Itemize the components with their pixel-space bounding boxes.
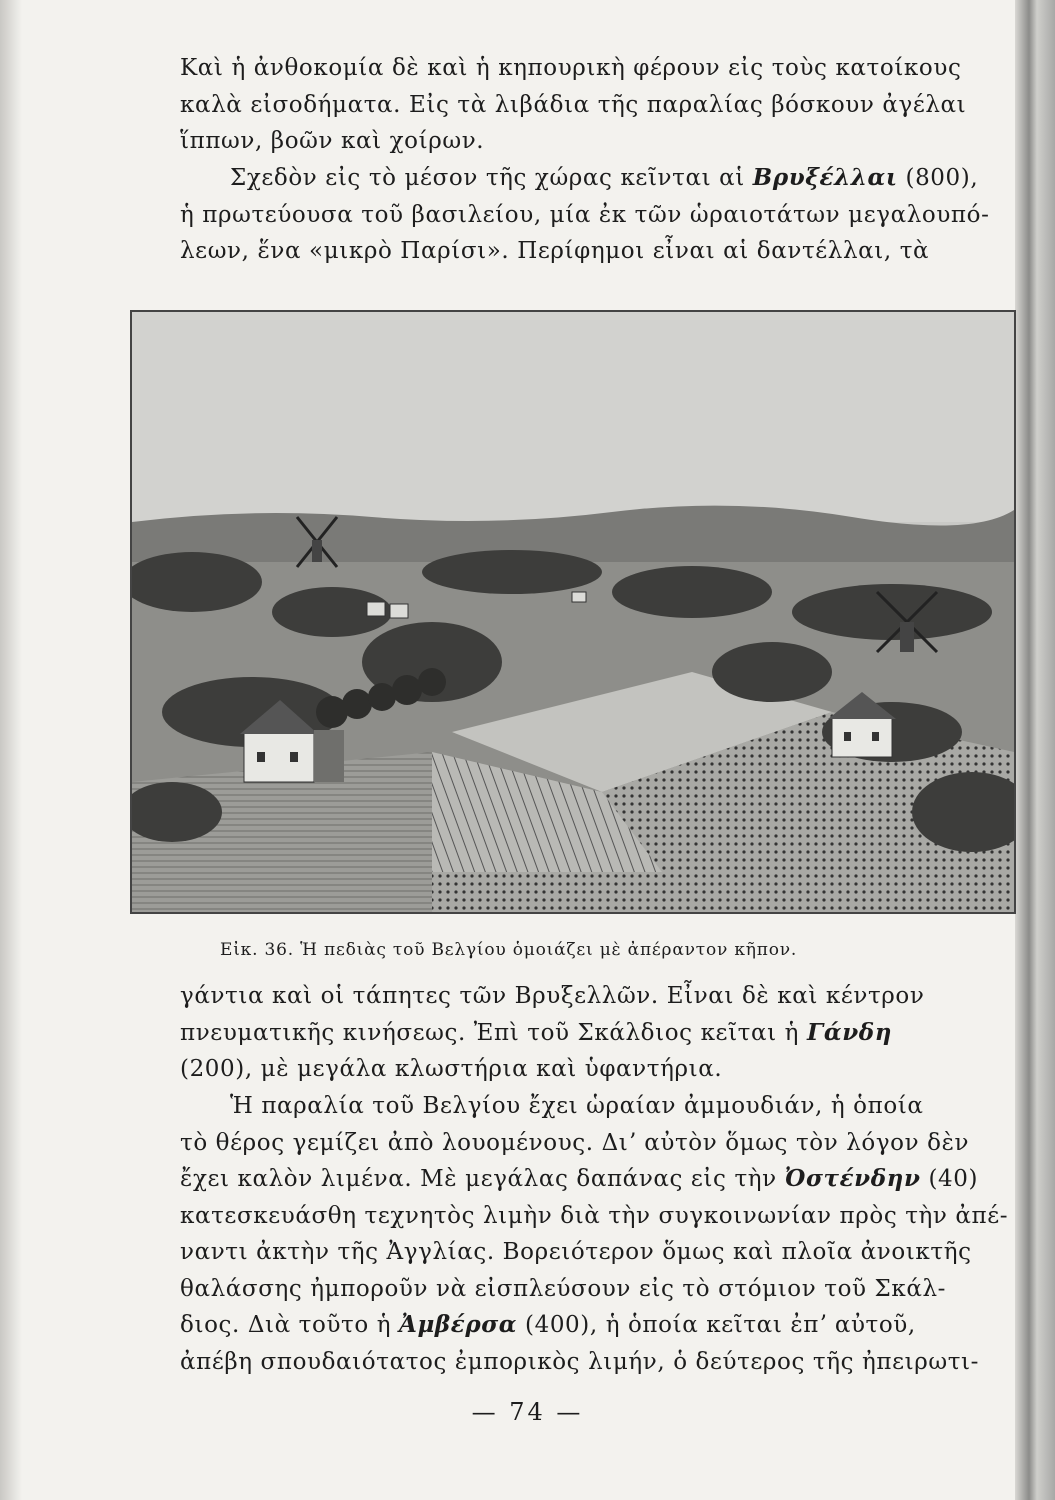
text-line: καλὰ εἰσοδήματα. Εἰς τὰ λιβάδια τῆς παραλίας βόσκουν ἀγέλαι [180,91,967,118]
text-line: ἵππων, βοῶν καὶ χοίρων. [180,128,485,154]
paragraph-ghent [180,978,960,1088]
paragraph-coast [180,1088,1009,1380]
text-fragment: διος. Διὰ τοῦτο ἡ [180,1312,400,1338]
text-line: ἀπέβη σπουδαιότατος ἐμπορικὸς λιμήν, ὁ δεύτερος τῆς ἠπειρωτι- [180,1348,980,1375]
place-name-antwerp: Ἀμβέρσα [399,1311,518,1338]
place-name-ghent: Γάνδη [806,1018,893,1046]
text-line: θαλάσσης ἠμποροῦν νὰ εἰσπλεύσουν εἰς τὸ στόμιον τοῦ Σκάλ- [180,1275,947,1302]
text-line: (200), μὲ μεγάλα κλωστήρια καὶ ὑφαντήρια. [180,1056,723,1082]
sky [132,312,1014,522]
gutter-shadow [0,0,22,1500]
landscape-illustration [132,312,1014,912]
text-line [180,1015,960,1052]
page-edge [1015,0,1055,1500]
text-line: ναντι ἀκτὴν τῆς Ἀγγλίας. Βορειότερον ὅμως καὶ πλοῖα ἀνοικτῆς [180,1239,972,1265]
text-fragment: (400), ἡ ὁποία κεῖται ἐπʼ αὐτοῦ, [517,1312,916,1338]
text-fragment: (40) [920,1166,979,1192]
page-number: — 74 — [471,1398,584,1426]
text-line [180,1307,960,1344]
text-fragment: (800), [897,165,979,191]
text-line: γάντια καὶ οἱ τάπητες τῶν Βρυξελλῶν. Εἶναι δὲ καὶ κέντρον [180,983,925,1009]
text-line [180,160,979,197]
paragraph-agriculture [180,50,967,160]
text-fragment: ἔχει καλὸν λιμένα. Μὲ μεγάλας δαπάνας εἰς τὴν [180,1166,785,1192]
text-fragment: πνευματικῆς κινήσεως. Ἐπὶ τοῦ Σκάλδιος κεῖται ἡ [180,1019,807,1046]
paragraph-brussels [180,160,990,270]
text-fragment: Σχεδὸν εἰς τὸ μέσον τῆς χώρας κεῖνται αἱ [230,165,753,191]
text-line: τὸ θέρος γεμίζει ἀπὸ λουομένους. Διʼ αὐτὸν ὅμως τὸν λόγον δὲν [180,1129,970,1156]
field-foreground [432,872,692,912]
figure-belgian-plain [130,310,1016,914]
text-line: Καὶ ἡ ἀνθοκομία δὲ καὶ ἡ κηπουρικὴ φέρουν εἰς τοὺς κατοίκους [180,55,962,81]
text-line [180,1161,979,1198]
place-name-ostend: Ὀστένδην [784,1165,921,1192]
text-line: λεων, ἕνα «μικρὸ Παρίσι». Περίφημοι εἶναι αἱ δαντέλλαι, τὰ [180,238,930,264]
text-line: κατεσκευάσθη τεχνητὸς λιμὴν διὰ τὴν συγκοινωνίαν πρὸς τὴν ἀπέ- [180,1202,1009,1229]
place-name-brussels: Βρυξέλλαι [752,164,898,191]
figure-caption: Εἰκ. 36. Ἡ πεδιὰς τοῦ Βελγίου ὁμοιάζει μὲ ἀπέραντον κῆπον. [220,940,798,960]
text-line: ἡ πρωτεύουσα τοῦ βασιλείου, μία ἐκ τῶν ὡραιοτάτων μεγαλουπό- [180,201,990,228]
text-line: Ἡ παραλία τοῦ Βελγίου ἔχει ὡραίαν ἀμμουδιάν, ἡ ὁποία [230,1093,924,1119]
